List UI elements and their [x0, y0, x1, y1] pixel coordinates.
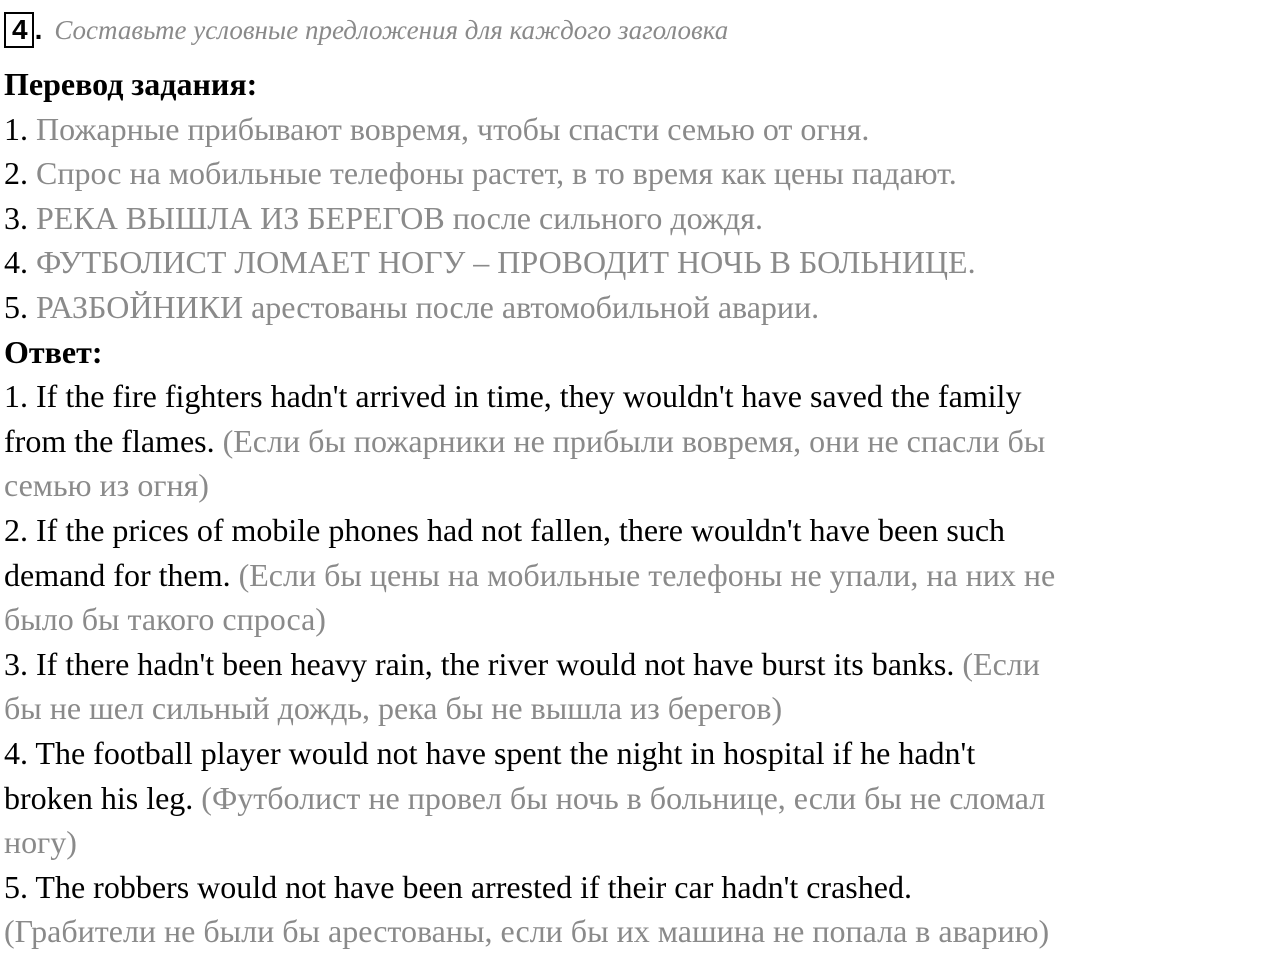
answer-item-4: [4, 731, 1278, 865]
answer-translation-end: ногу): [4, 824, 77, 861]
answer-item-2: [4, 508, 1278, 642]
translation-item: [4, 151, 1278, 196]
answer-translation: (Если: [962, 645, 1040, 682]
translation-heading: Перевод задания:: [4, 66, 258, 102]
answer-translation-end: бы не шел сильный дождь, река бы не вышла из берегов): [4, 690, 783, 727]
translation-item-number: 4.: [4, 244, 28, 281]
exercise-number-dot: .: [34, 14, 43, 45]
answer-line: [4, 642, 1278, 687]
translation-item-number: 3.: [4, 199, 28, 236]
answer-translation: (Футболист не провел бы ночь в больнице, если бы не сломал: [201, 779, 1046, 816]
answer-sentence: 4. The football player would not have spent the night in hospital if he hadn't: [4, 734, 976, 771]
exercise-header: [4, 10, 728, 50]
answer-sentence-end: demand for them.: [4, 556, 231, 593]
answer-translation-end: семью из огня): [4, 467, 209, 504]
exercise-instruction: Составьте условные предложения для каждого заголовка: [54, 14, 729, 45]
translation-item-text: Спрос на мобильные телефоны растет, в то время как цены падают.: [36, 155, 957, 192]
translation-item-number: 1.: [4, 110, 28, 147]
answer-heading: Ответ:: [4, 333, 103, 370]
translation-item: [4, 285, 1278, 330]
exercise-number-box: 4: [4, 12, 34, 48]
answer-sentence-end: broken his leg.: [4, 779, 194, 816]
answer-item-3: [4, 642, 1278, 731]
answer-sentence: 2. If the prices of mobile phones had not fallen, there wouldn't have been such: [4, 511, 1006, 548]
translation-item-text: ФУТБОЛИСТ ЛОМАЕТ НОГУ – ПРОВОДИТ НОЧЬ В БОЛЬНИЦЕ.: [36, 244, 976, 281]
answer-line: [4, 776, 1278, 821]
answer-line: [4, 553, 1278, 598]
translation-item-text: РАЗБОЙНИКИ арестованы после автомобильной аварии.: [36, 288, 820, 325]
answer-translation: (Если бы пожарники не прибыли вовремя, они не спасли бы: [222, 422, 1046, 459]
translation-item: [4, 240, 1278, 285]
answer-item-1: [4, 374, 1278, 508]
answer-line: [4, 419, 1278, 464]
translation-item: [4, 196, 1278, 241]
answer-sentence: 5. The robbers would not have been arrested if their car hadn't crashed.: [4, 868, 912, 905]
answer-sentence: 3. If there hadn't been heavy rain, the river would not have burst its banks.: [4, 645, 955, 682]
answer-translation: (Грабители не были бы арестованы, если бы их машина не попала в аварию): [4, 913, 1050, 950]
translation-item: [4, 107, 1278, 152]
answer-sentence: 1. If the fire fighters hadn't arrived in time, they wouldn't have saved the family: [4, 378, 1022, 415]
answer-item-5: [4, 865, 1278, 954]
translation-item-text: Пожарные прибывают вовремя, чтобы спасти семью от огня.: [36, 110, 870, 147]
answer-translation-end: было бы такого спроса): [4, 601, 326, 638]
document-content: [4, 62, 1278, 954]
translation-item-number: 5.: [4, 288, 28, 325]
answer-translation: (Если бы цены на мобильные телефоны не упали, на них не: [238, 556, 1056, 593]
translation-item-text: РЕКА ВЫШЛА ИЗ БЕРЕГОВ после сильного дождя.: [36, 199, 763, 236]
answer-sentence-end: from the flames.: [4, 422, 215, 459]
translation-item-number: 2.: [4, 155, 28, 192]
